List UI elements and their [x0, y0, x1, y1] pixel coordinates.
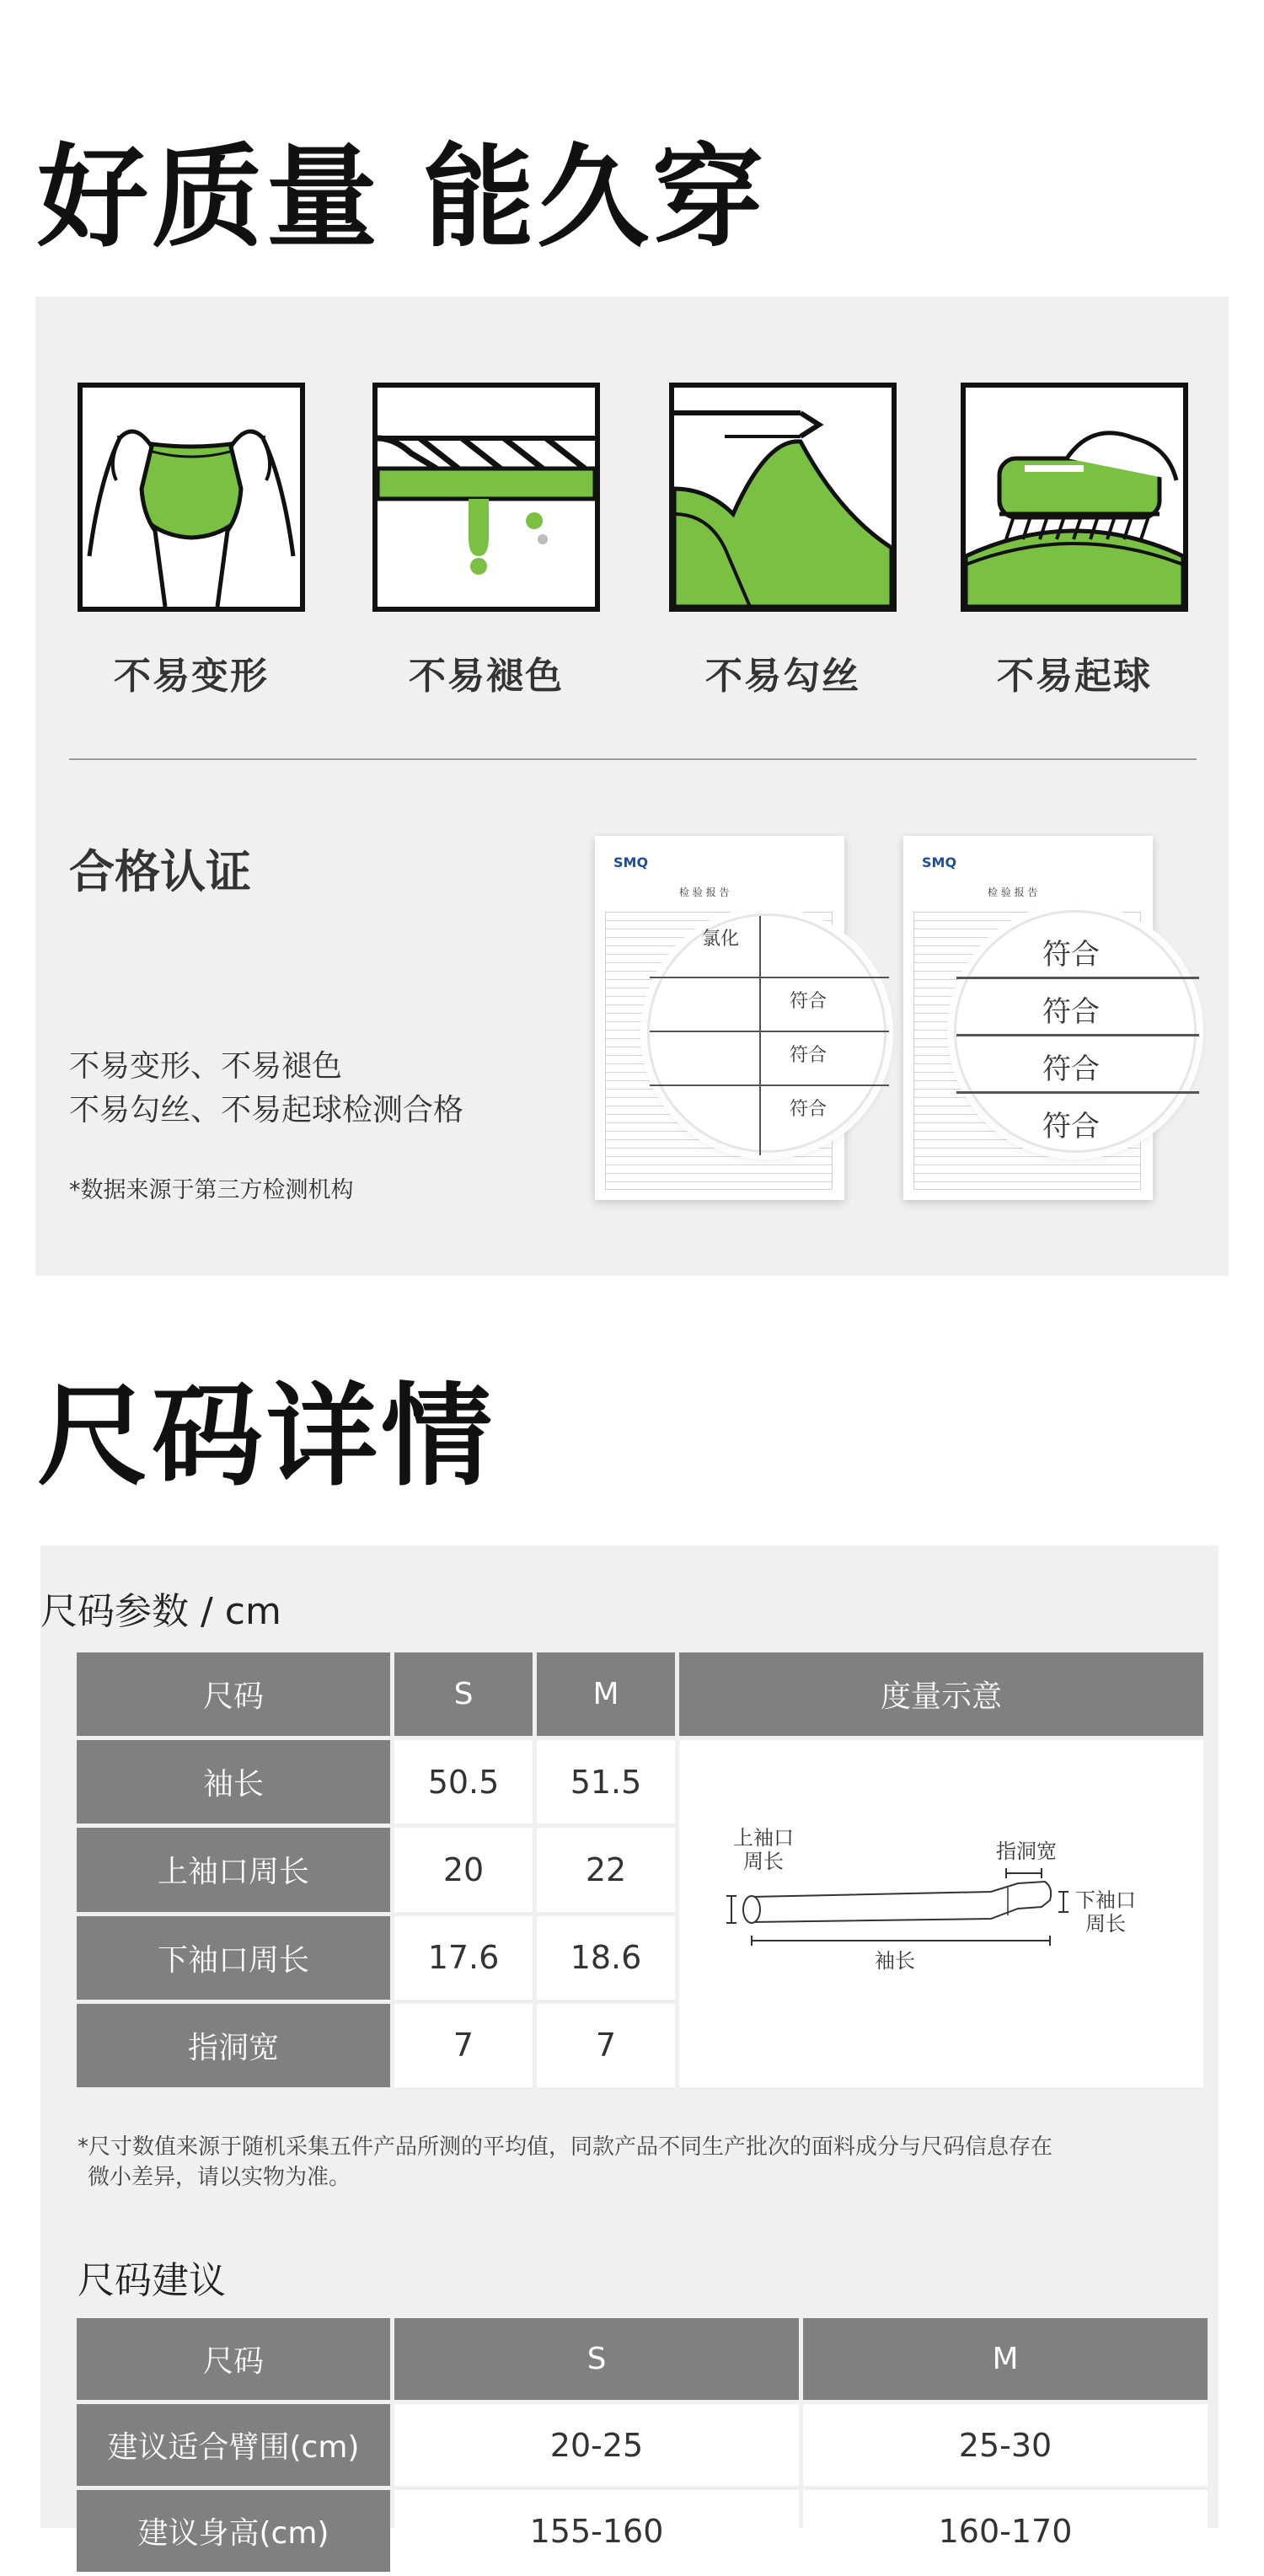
mag-cell: 符合: [790, 1045, 827, 1066]
mag-line: [650, 1031, 889, 1032]
snag-illustration: [674, 388, 892, 607]
table-header-cell: M: [803, 2318, 1208, 2400]
table-header-cell: M: [537, 1652, 675, 1736]
value-cell: 7: [537, 2004, 675, 2087]
mag-line: [650, 1084, 889, 1086]
value-cell: 17.6: [394, 1916, 533, 2000]
feature-no-pilling: [961, 383, 1188, 699]
size-params-title: 尺码参数 / cm: [40, 1590, 281, 1633]
table-row: [77, 2490, 1208, 2572]
value-cell: 18.6: [537, 1916, 675, 2000]
feature-no-deformation: [78, 383, 305, 699]
mag-cell: 符合: [1042, 938, 1100, 972]
cert-title: 合格认证: [69, 845, 251, 898]
mag-cell: 符合: [1042, 1110, 1100, 1143]
size-note-line: 微小差异，请以实物为准。: [88, 2165, 351, 2190]
section-divider: [69, 758, 1197, 760]
pilling-illustration: [966, 388, 1183, 607]
stretch-illustration: [83, 388, 300, 607]
report-logo: SMQ: [613, 854, 649, 870]
value-cell: 22: [537, 1828, 675, 1911]
table-row: [77, 2404, 1208, 2486]
page-title-size: 尺码详情: [37, 1372, 495, 1502]
feature-no-snagging: [669, 383, 897, 699]
diagram-label-line: 上袖口: [733, 1826, 794, 1850]
page-title-quality: 好质量 能久穿: [37, 133, 767, 263]
size-note-line: *尺寸数值来源于随机采集五件产品所测的平均值，同款产品不同生产批次的面料成分与尺码信息存在: [78, 2134, 1053, 2160]
value-cell: 50.5: [394, 1740, 533, 1824]
report-logo: SMQ: [922, 854, 957, 870]
feature-label: 不易褪色: [409, 655, 564, 698]
report-title: 检 验 报 告: [679, 886, 730, 898]
pilling-icon: [961, 383, 1188, 612]
report-magnifier: [647, 913, 886, 1153]
row-label: 指洞宽: [77, 2004, 390, 2087]
cert-desc-line: 不易变形、不易褪色: [69, 1049, 343, 1084]
diagram-label-finger-hole: 指洞宽: [996, 1840, 1057, 1863]
feature-label: 不易变形: [114, 655, 269, 698]
diagram-label-line: 周长: [743, 1850, 784, 1873]
table-header-row: [77, 1652, 1203, 1736]
table-header-cell: 尺码: [77, 1652, 390, 1736]
mag-line: [956, 1034, 1199, 1036]
table-header-cell: S: [394, 1652, 533, 1736]
feature-no-fading: [372, 383, 600, 699]
report-title: 检 验 报 告: [988, 886, 1038, 898]
quality-panel: [35, 297, 1229, 1276]
snag-icon: [669, 383, 897, 612]
cert-note: *数据来源于第三方检测机构: [69, 1177, 354, 1203]
feature-label: 不易勾丝: [705, 655, 860, 698]
value-cell: 7: [394, 2004, 533, 2087]
value-cell: 20: [394, 1828, 533, 1911]
size-note: [78, 2132, 1224, 2193]
size-suggest-table: [72, 2314, 1212, 2576]
row-label: 上袖口周长: [77, 1828, 390, 1911]
table-row: [77, 1740, 1203, 1824]
mag-cell: 符合: [1042, 1052, 1100, 1086]
mag-line: [650, 977, 889, 978]
mag-cell: 符合: [790, 1099, 827, 1120]
table-header-row: [77, 2318, 1208, 2400]
value-cell: 155-160: [394, 2490, 799, 2572]
measurement-diagram-cell: [679, 1740, 1203, 2087]
row-label: 建议适合臂围(cm): [77, 2404, 390, 2486]
value-cell: 160-170: [803, 2490, 1208, 2572]
diagram-label-bottom-cuff: [1075, 1888, 1136, 1936]
mag-cell: 氯化: [702, 929, 740, 950]
table-header-cell: S: [394, 2318, 799, 2400]
fade-icon: [372, 383, 600, 612]
mag-cell: 符合: [1042, 995, 1100, 1029]
size-suggest-title: 尺码建议: [78, 2259, 226, 2302]
diagram-label-line: 周长: [1085, 1912, 1126, 1936]
table-header-cell: 尺码: [77, 2318, 390, 2400]
table-header-cell: 度量示意: [679, 1652, 1203, 1736]
diagram-label-line: 下袖口: [1075, 1888, 1136, 1912]
value-cell: 51.5: [537, 1740, 675, 1824]
mag-line: [759, 916, 761, 1155]
row-label: 袖长: [77, 1740, 390, 1824]
fade-illustration: [378, 388, 595, 607]
diagram-label-sleeve-length: 袖长: [875, 1949, 915, 1973]
value-cell: 20-25: [394, 2404, 799, 2486]
cert-description: [69, 1045, 463, 1133]
stretch-icon: [78, 383, 305, 612]
diagram-label-top-cuff: [733, 1826, 794, 1873]
feature-label: 不易起球: [997, 655, 1152, 698]
mag-line: [956, 1091, 1199, 1094]
mag-line: [956, 977, 1199, 979]
size-params-table: [72, 1648, 1208, 2091]
value-cell: 25-30: [803, 2404, 1208, 2486]
row-label: 建议身高(cm): [77, 2490, 390, 2572]
measurement-diagram: [679, 1740, 1203, 2087]
row-label: 下袖口周长: [77, 1916, 390, 2000]
report-magnifier: [954, 910, 1197, 1153]
mag-cell: 符合: [790, 991, 827, 1012]
cert-desc-line: 不易勾丝、不易起球检测合格: [69, 1093, 464, 1127]
